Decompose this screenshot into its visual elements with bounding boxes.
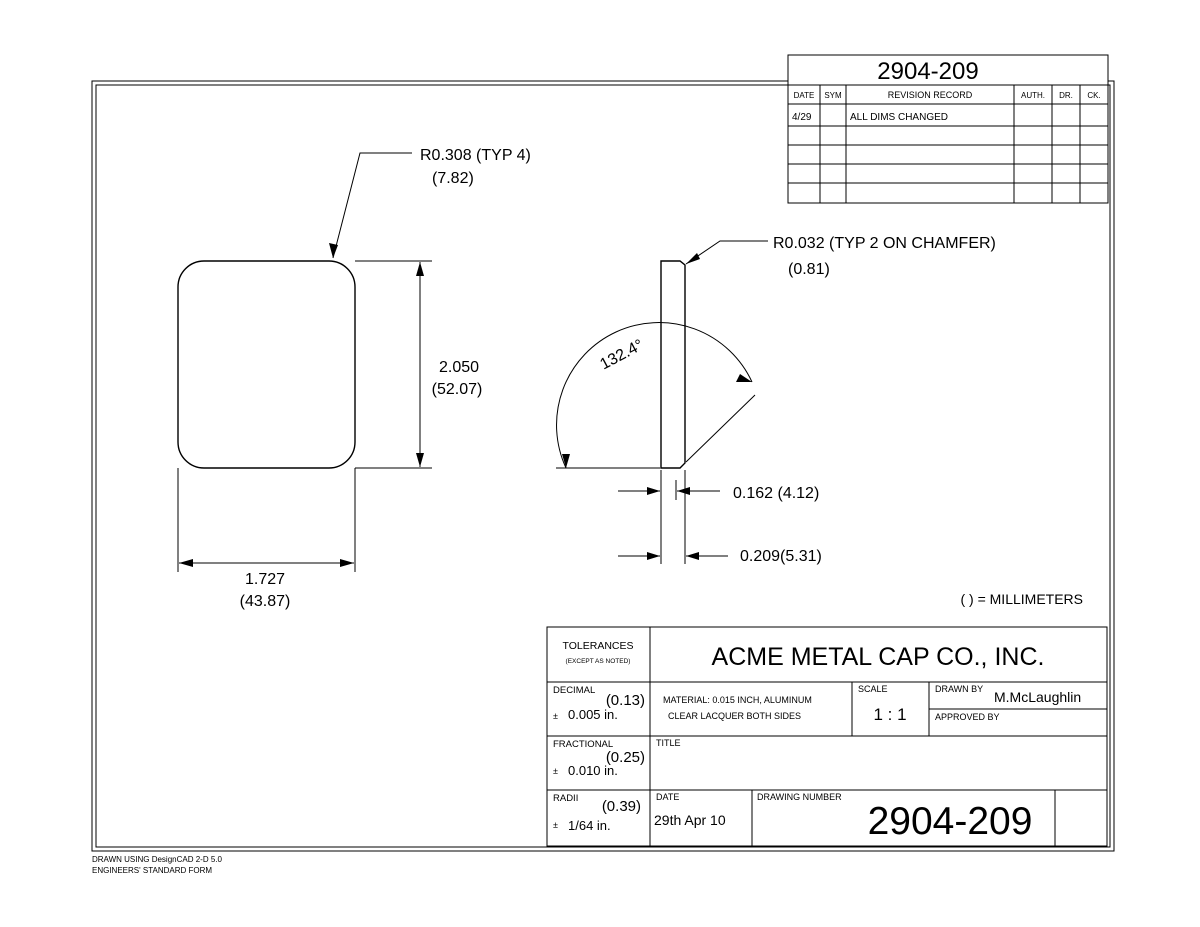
decimal-mm: (0.13) — [605, 692, 645, 709]
drawn-by-value: M.McLaughlin — [994, 689, 1082, 705]
scale-value: 1 : 1 — [873, 705, 907, 724]
date-value: 29th Apr 10 — [654, 812, 726, 828]
thickness2-arrow-right — [686, 552, 699, 560]
revision-drawing-number: 2904-209 — [877, 58, 979, 85]
decimal-value: 0.005 in. — [568, 707, 618, 722]
thickness1-arrow-left — [647, 487, 660, 495]
height-label: 2.050 — [438, 359, 480, 376]
rev-row-description: ALL DIMS CHANGED — [850, 112, 948, 123]
chamfer-leader-arrow — [686, 253, 700, 264]
height-arrow-top — [416, 262, 424, 276]
height-mm: (52.07) — [431, 381, 483, 398]
height-arrow-bottom — [416, 453, 424, 467]
rev-header-ck: CK. — [1087, 91, 1101, 100]
chamfer-radius-mm: (0.81) — [788, 261, 830, 278]
fractional-mm: (0.25) — [605, 749, 645, 766]
material-line1: MATERIAL: 0.015 INCH, ALUMINUM — [663, 695, 812, 705]
rev-header-record: REVISION RECORD — [887, 90, 973, 100]
material-line2: CLEAR LACQUER BOTH SIDES — [668, 711, 802, 721]
angle-arc — [557, 323, 752, 468]
part-outline-side — [661, 261, 685, 468]
chamfer-radius-label: R0.032 (TYP 2 ON CHAMFER) — [773, 235, 996, 252]
date-label: DATE — [656, 792, 680, 802]
scale-label: SCALE — [858, 684, 888, 694]
side-view — [556, 235, 996, 565]
width-label: 1.727 — [244, 571, 286, 588]
tolerances-label: TOLERANCES — [562, 640, 634, 652]
fractional-value: 0.010 in. — [568, 763, 618, 778]
thickness1-arrow-right — [677, 487, 690, 495]
chamfer-leader — [686, 241, 768, 264]
title-block — [547, 627, 1107, 846]
decimal-plus-minus: ± — [553, 711, 558, 721]
angle-label: 132.4° — [597, 336, 647, 374]
thickness2-label: 0.209(5.31) — [740, 548, 822, 565]
radii-value: 1/64 in. — [568, 818, 611, 833]
footer-line1: DRAWN USING DesignCAD 2-D 5.0 — [92, 855, 222, 864]
front-radius-label: R0.308 (TYP 4) — [420, 147, 531, 164]
rev-header-date: DATE — [793, 91, 815, 100]
width-arrow-left — [179, 559, 193, 567]
front-view — [178, 147, 531, 610]
fractional-plus-minus: ± — [553, 766, 558, 776]
rev-header-sym: SYM — [824, 91, 842, 100]
except-note: (EXCEPT AS NOTED) — [565, 658, 631, 665]
part-outline-front — [178, 261, 355, 468]
drawing-number-label: DRAWING NUMBER — [757, 792, 842, 802]
radius-leader — [333, 153, 412, 258]
width-mm: (43.87) — [239, 593, 291, 610]
radii-label: RADII — [553, 793, 579, 804]
rev-header-auth: AUTH. — [1021, 91, 1045, 100]
decimal-label: DECIMAL — [553, 685, 596, 696]
approved-by-label: APPROVED BY — [935, 712, 1000, 722]
drawn-by-label: DRAWN BY — [935, 684, 984, 694]
drawing-number: 2904-209 — [867, 800, 1033, 843]
title-label: TITLE — [656, 738, 681, 748]
footer-line2: ENGINEERS' STANDARD FORM — [92, 866, 213, 875]
company-name: ACME METAL CAP CO., INC. — [711, 643, 1045, 671]
radius-leader-arrow — [329, 243, 338, 258]
radii-plus-minus: ± — [553, 820, 558, 830]
width-arrow-right — [340, 559, 354, 567]
angle-extension-chamfer — [686, 395, 755, 462]
units-note: ( ) = MILLIMETERS — [960, 591, 1083, 607]
rev-header-dr: DR. — [1059, 91, 1073, 100]
rev-row-date: 4/29 — [792, 112, 812, 123]
thickness1-label: 0.162 (4.12) — [733, 485, 820, 502]
thickness2-arrow-left — [647, 552, 660, 560]
radii-mm: (0.39) — [601, 798, 641, 815]
fractional-label: FRACTIONAL — [553, 739, 614, 750]
revision-block — [788, 55, 1108, 203]
front-radius-mm: (7.82) — [432, 170, 474, 187]
